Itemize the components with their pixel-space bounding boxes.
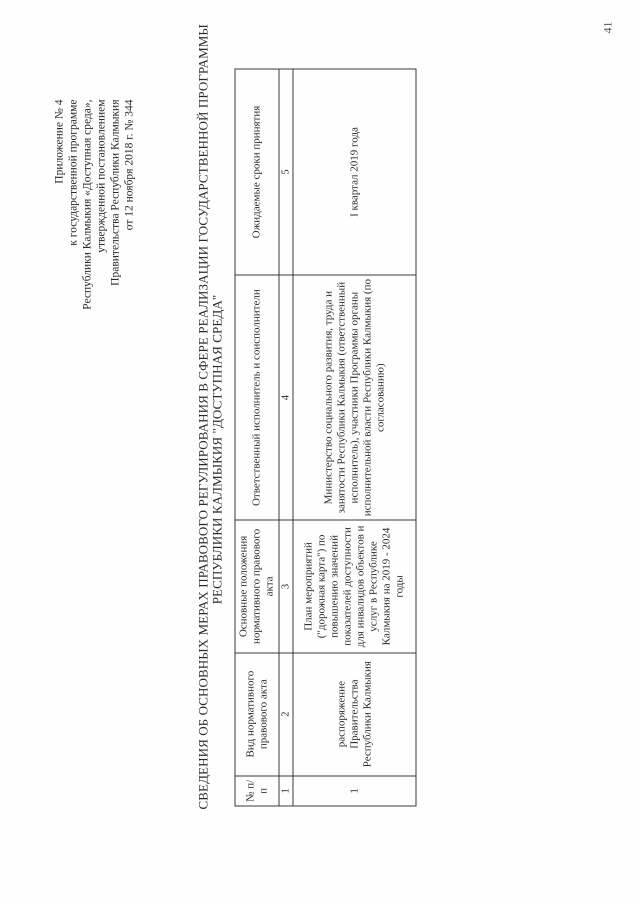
heading-line-1: СВЕДЕНИЯ ОБ ОСНОВНЫХ МЕРАХ ПРАВОВОГО РЕГУЛИРОВАНИЯ В СФЕРЕ РЕАЛИЗАЦИИ ГОСУДАРСТВЕННОЙ ПРОГРАММЫ xyxy=(195,24,211,810)
appendix-line: утвержденной постановлением xyxy=(95,99,108,253)
column-number: 5 xyxy=(279,69,293,275)
header-act-type: Вид нормативного правового акта xyxy=(235,653,279,776)
appendix-line: Приложение № 4 xyxy=(53,99,66,184)
header-deadline: Ожидаемые сроки принятия xyxy=(235,69,279,275)
rotated-sheet xyxy=(1,0,640,905)
table-header-row xyxy=(235,69,279,806)
measures-table xyxy=(235,69,417,807)
column-number: 1 xyxy=(279,776,293,806)
appendix-block xyxy=(53,100,137,420)
row-number: 1 xyxy=(293,776,416,806)
appendix-line: к государственной программе xyxy=(67,99,80,246)
document-heading xyxy=(195,24,225,810)
column-number-row xyxy=(279,69,293,806)
column-number: 2 xyxy=(279,653,293,776)
appendix-line: Правительства Республики Калмыкия xyxy=(109,99,122,286)
column-number: 3 xyxy=(279,520,293,652)
row-executor: Министерство социального развития, труда и занятости Республики Калмыкия (ответственный исполнитель), участники Программы органы исполнительной власти Республики Калмыкия (по согласованию) xyxy=(293,275,416,520)
table-row xyxy=(293,69,416,806)
heading-line-2: РЕСПУБЛИКИ КАЛМЫКИЯ "ДОСТУПНАЯ СРЕДА" xyxy=(209,294,225,605)
header-number: № п/п xyxy=(235,776,279,806)
column-number: 4 xyxy=(279,275,293,520)
header-executor: Ответственный исполнитель и соисполнители xyxy=(235,275,279,520)
header-act-content: Основные положения нормативного правового акта xyxy=(235,520,279,652)
row-act-type: распоряжение Правительства Республики Калмыкия xyxy=(293,653,416,776)
appendix-line: от 12 ноября 2018 г. № 344 xyxy=(123,99,136,231)
appendix-line: Республики Калмыкия «Доступная среда», xyxy=(81,99,94,310)
row-act-content: План мероприятий ("дорожная карта") по повышению значений показателей доступности для инвалидов объектов и услуг в Республике Калмыкия на 2019 - 2024 годы xyxy=(293,520,416,652)
page-number: 41 xyxy=(600,21,615,34)
row-deadline: I квартал 2019 года xyxy=(293,69,416,275)
